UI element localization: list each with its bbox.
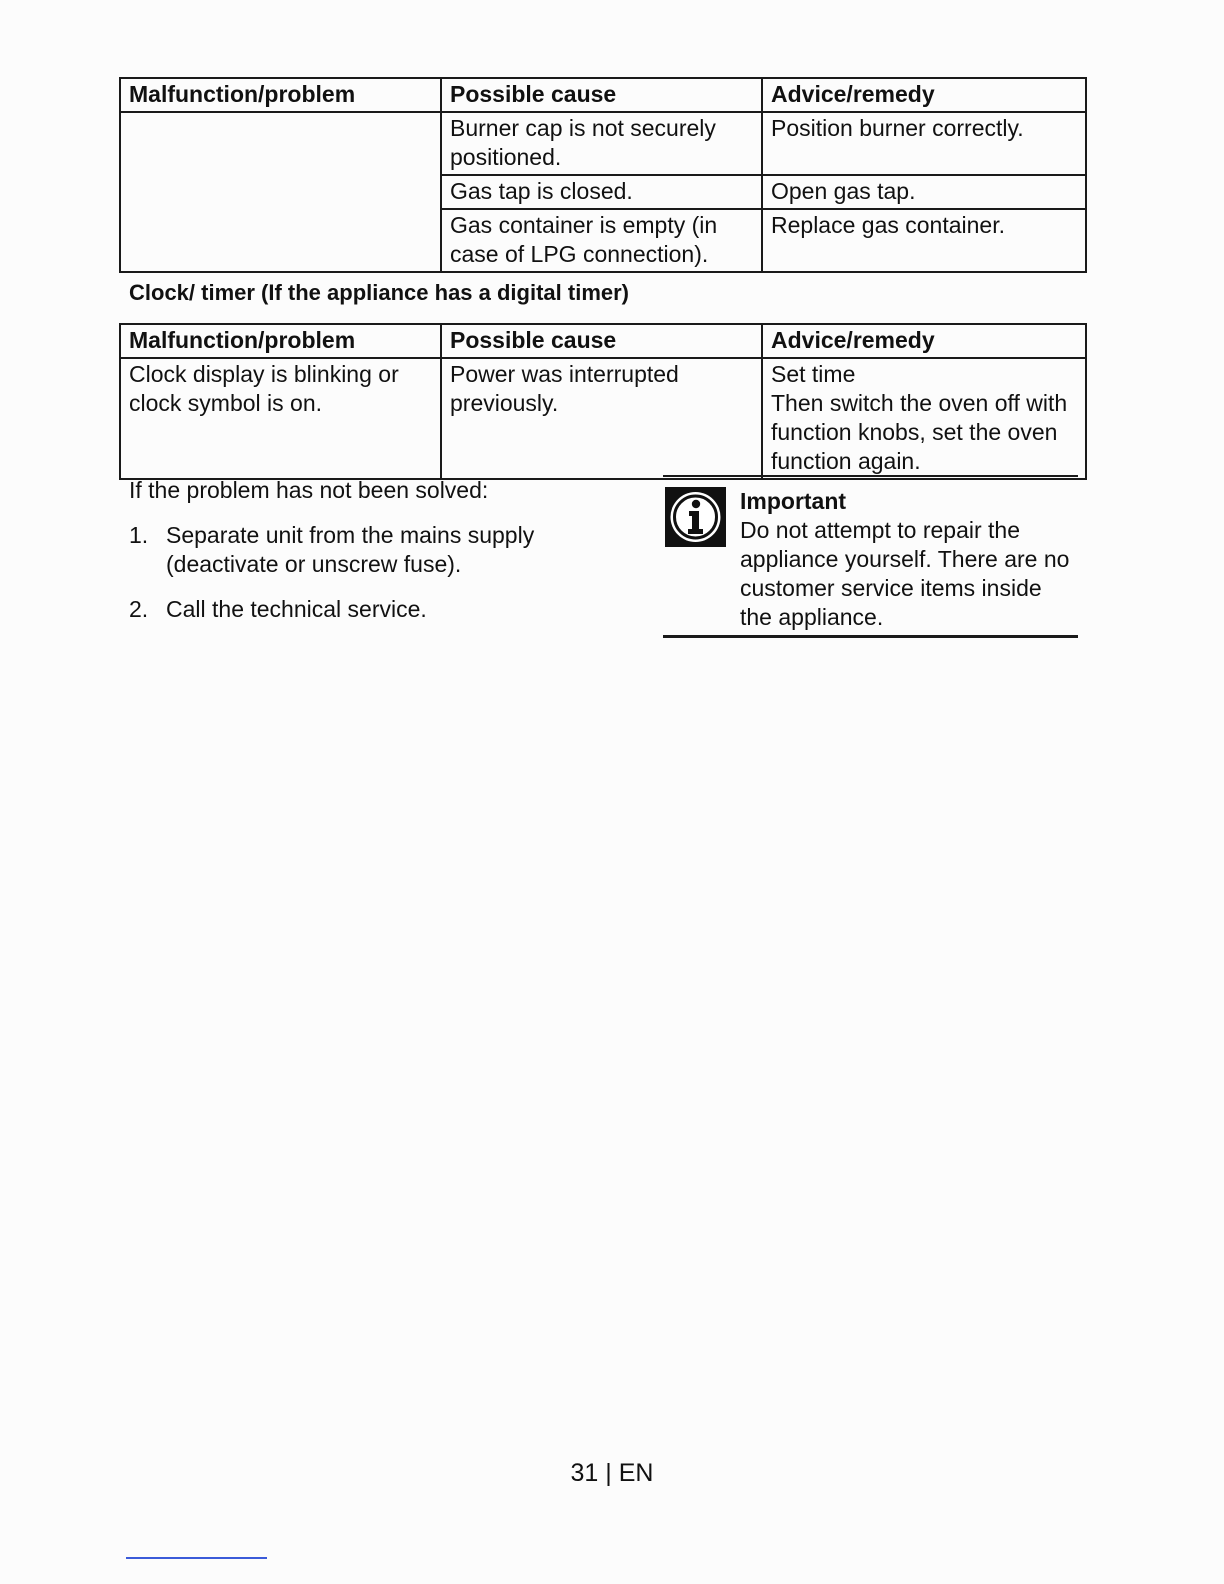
troubleshooting-table-burner (119, 77, 1087, 273)
malfunction-cell-empty (120, 112, 441, 272)
important-note (663, 475, 1078, 638)
step-text: Separate unit from the mains supply (deactivate or unscrew fuse). (166, 522, 535, 577)
remedy-line: Set time (771, 361, 856, 387)
unsolved-intro: If the problem has not been solved: (129, 477, 489, 503)
step-text: Call the technical service. (166, 596, 427, 622)
note-text: Do not attempt to repair the appliance yourself. There are no customer service items inside the appliance. (740, 517, 1070, 630)
cause-cell: Burner cap is not securely positioned. (441, 112, 762, 175)
header-advice-remedy: Advice/remedy (762, 78, 1086, 112)
remedy-line: Then switch the oven off with function knobs, set the oven function again. (771, 390, 1068, 474)
header-possible-cause: Possible cause (441, 78, 762, 112)
remedy-cell: Open gas tap. (762, 175, 1086, 209)
table-header-row (120, 78, 1086, 112)
note-title: Important (740, 488, 847, 514)
cause-cell: Gas tap is closed. (441, 175, 762, 209)
info-icon (665, 487, 726, 547)
divider (126, 1557, 267, 1559)
remedy-cell: Replace gas container. (762, 209, 1086, 272)
cause-cell: Power was interrupted previously. (441, 358, 762, 479)
header-malfunction: Malfunction/problem (120, 78, 441, 112)
header-malfunction: Malfunction/problem (120, 324, 441, 358)
section-title-clock-timer: Clock/ timer (If the appliance has a digital timer) (129, 280, 630, 305)
table-row (120, 112, 1086, 175)
table-row (120, 358, 1086, 479)
remedy-cell: Position burner correctly. (762, 112, 1086, 175)
unsolved-instructions (129, 476, 629, 624)
cause-cell: Gas container is empty (in case of LPG connection). (441, 209, 762, 272)
header-possible-cause: Possible cause (441, 324, 762, 358)
header-advice-remedy: Advice/remedy (762, 324, 1086, 358)
problem-cell: Clock display is blinking or clock symbol is on. (120, 358, 441, 479)
troubleshooting-table-clock (119, 323, 1087, 480)
table-header-row (120, 324, 1086, 358)
page-number: 31 | EN (570, 1459, 654, 1487)
steps-list (129, 521, 629, 624)
step-number: 2. (129, 596, 149, 622)
list-item (129, 595, 629, 624)
step-number: 1. (129, 522, 149, 548)
remedy-cell (762, 358, 1086, 479)
list-item (129, 521, 629, 579)
